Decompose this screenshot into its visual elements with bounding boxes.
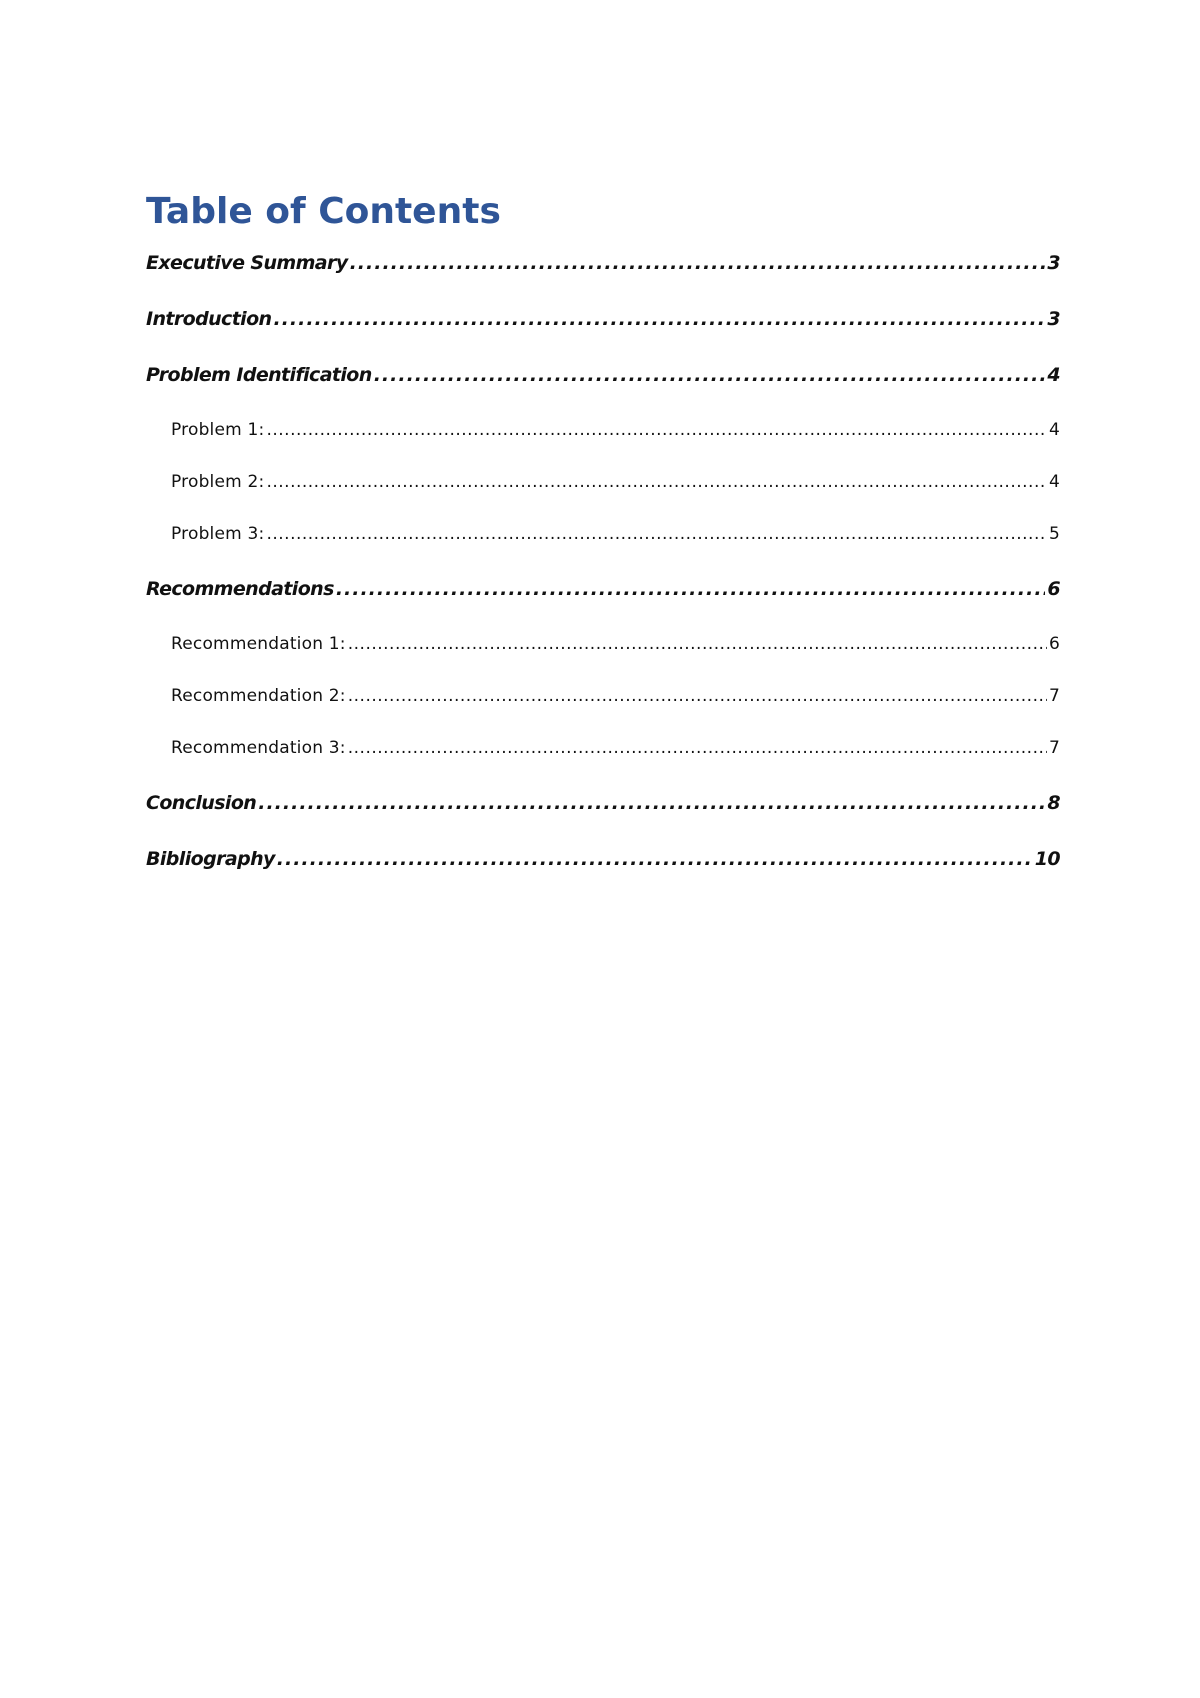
toc-dot-leader	[336, 578, 1046, 600]
toc-entry-introduction[interactable]	[146, 308, 1060, 336]
toc-dot-leader	[350, 252, 1046, 274]
toc-title: Table of Contents	[146, 191, 501, 232]
toc-entry-label: Problem 2:	[171, 472, 265, 492]
toc-entry-problem-3[interactable]	[146, 524, 1060, 552]
toc-entry-label: Conclusion	[146, 792, 257, 814]
toc-entry-label: Recommendations	[146, 578, 334, 600]
toc-entry-label: Bibliography	[146, 848, 275, 870]
toc-entry-page: 4	[1047, 364, 1060, 386]
toc-entry-bibliography[interactable]	[146, 848, 1060, 876]
toc-entry-label: Recommendation 1:	[171, 634, 346, 654]
toc-dot-leader	[266, 420, 1047, 440]
toc-dot-leader	[258, 792, 1045, 814]
toc-entry-label: Recommendation 2:	[171, 686, 346, 706]
toc-entry-problem-1[interactable]	[146, 420, 1060, 448]
toc-dot-leader	[277, 848, 1033, 870]
toc-entry-page: 8	[1047, 792, 1060, 814]
toc-entry-page: 5	[1048, 524, 1060, 544]
toc-dot-leader	[374, 364, 1046, 386]
toc-entry-label: Problem 3:	[171, 524, 265, 544]
toc-entry-label: Executive Summary	[146, 252, 348, 274]
toc-entry-label: Introduction	[146, 308, 272, 330]
toc-dot-leader	[266, 524, 1047, 544]
toc-dot-leader	[273, 308, 1045, 330]
toc-list	[146, 252, 1060, 876]
toc-entry-page: 7	[1048, 738, 1060, 758]
toc-entry-page: 4	[1048, 420, 1060, 440]
toc-entry-recommendation-3[interactable]	[146, 738, 1060, 766]
toc-dot-leader	[348, 634, 1047, 654]
toc-entry-page: 3	[1047, 252, 1060, 274]
toc-entry-recommendations[interactable]	[146, 578, 1060, 606]
toc-entry-page: 3	[1047, 308, 1060, 330]
toc-entry-problem-2[interactable]	[146, 472, 1060, 500]
toc-entry-label: Problem 1:	[171, 420, 265, 440]
toc-entry-recommendation-1[interactable]	[146, 634, 1060, 662]
toc-entry-page: 10	[1034, 848, 1060, 870]
toc-entry-page: 6	[1048, 634, 1060, 654]
toc-entry-recommendation-2[interactable]	[146, 686, 1060, 714]
toc-entry-page: 4	[1048, 472, 1060, 492]
toc-entry-conclusion[interactable]	[146, 792, 1060, 820]
toc-entry-page: 6	[1047, 578, 1060, 600]
toc-entry-executive-summary[interactable]	[146, 252, 1060, 280]
toc-entry-label: Recommendation 3:	[171, 738, 346, 758]
toc-dot-leader	[348, 686, 1047, 706]
toc-entry-label: Problem Identification	[146, 364, 372, 386]
toc-entry-problem-identification[interactable]	[146, 364, 1060, 392]
toc-entry-page: 7	[1048, 686, 1060, 706]
toc-dot-leader	[266, 472, 1047, 492]
toc-dot-leader	[348, 738, 1047, 758]
